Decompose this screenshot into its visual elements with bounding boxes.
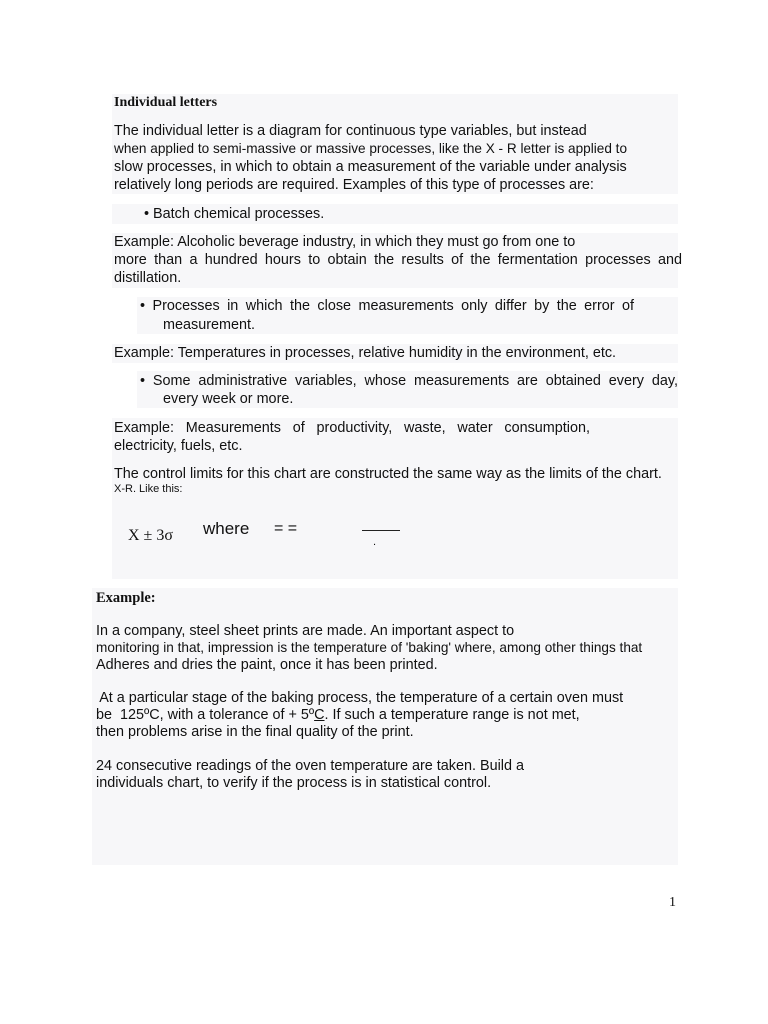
intro-line-3: slow processes, in which to obtain a measurement of the variable under analysis	[114, 159, 627, 175]
page-number: 1	[669, 895, 676, 910]
example1-line-1: Example: Alcoholic beverage industry, in which they must go from one to	[114, 234, 576, 250]
bullet-batch: • Batch chemical processes.	[144, 206, 325, 222]
para1-line-1: In a company, steel sheet prints are made. An important aspect to	[96, 623, 515, 639]
para2-line-1: At a particular stage of the baking process, the temperature of a certain oven must	[96, 690, 624, 706]
example3-line-1: Example: Measurements of productivity, waste, water consumption,	[114, 420, 590, 436]
bullet-admin-line-2: every week or more.	[163, 391, 294, 407]
bullet-processes-line-2: measurement.	[163, 317, 255, 333]
example2: Example: Temperatures in processes, relative humidity in the environment, etc.	[114, 345, 617, 361]
fraction-bar	[362, 530, 400, 531]
bullet-admin-line-1: • Some administrative variables, whose measurements are obtained every day,	[140, 373, 678, 389]
example3-line-2: electricity, fuels, etc.	[114, 438, 243, 454]
para3-line-2: individuals chart, to verify if the process is in statistical control.	[96, 775, 492, 791]
para1-line-2: monitoring in that, impression is the temperature of 'baking' where, among other things that	[96, 640, 643, 655]
para2-line-3: then problems arise in the final quality of the print.	[96, 724, 414, 740]
formula-equals: = =	[274, 520, 298, 537]
section-title: Individual letters	[114, 95, 218, 110]
formula-dot: .	[373, 536, 377, 548]
intro-line-4: relatively long periods are required. Examples of this type of processes are:	[114, 177, 594, 193]
para3-line-1: 24 consecutive readings of the oven temperature are taken. Build a	[96, 758, 524, 774]
bullet-processes-line-1: • Processes in which the close measurements only differ by the error of	[140, 298, 634, 314]
example1-line-2: more than a hundred hours to obtain the results of the fermentation processes and	[114, 252, 682, 268]
intro-line-2: when applied to semi-massive or massive processes, like the X - R letter is applied to	[114, 141, 628, 156]
formula-limits: X ± 3σ	[128, 527, 173, 544]
control-limits-small: X-R. Like this:	[114, 483, 183, 495]
formula-where: where	[203, 519, 250, 538]
example1-line-3: distillation.	[114, 270, 182, 286]
control-limits-text: The control limits for this chart are constructed the same way as the limits of the chart.	[114, 466, 662, 482]
para2-line-2: be 125ºC, with a tolerance of + 5ºC. If such a temperature range is not met,	[96, 707, 580, 723]
intro-line-1: The individual letter is a diagram for continuous type variables, but instead	[114, 123, 587, 139]
example-title: Example:	[96, 590, 156, 606]
para1-line-3: Adheres and dries the paint, once it has been printed.	[96, 657, 438, 673]
